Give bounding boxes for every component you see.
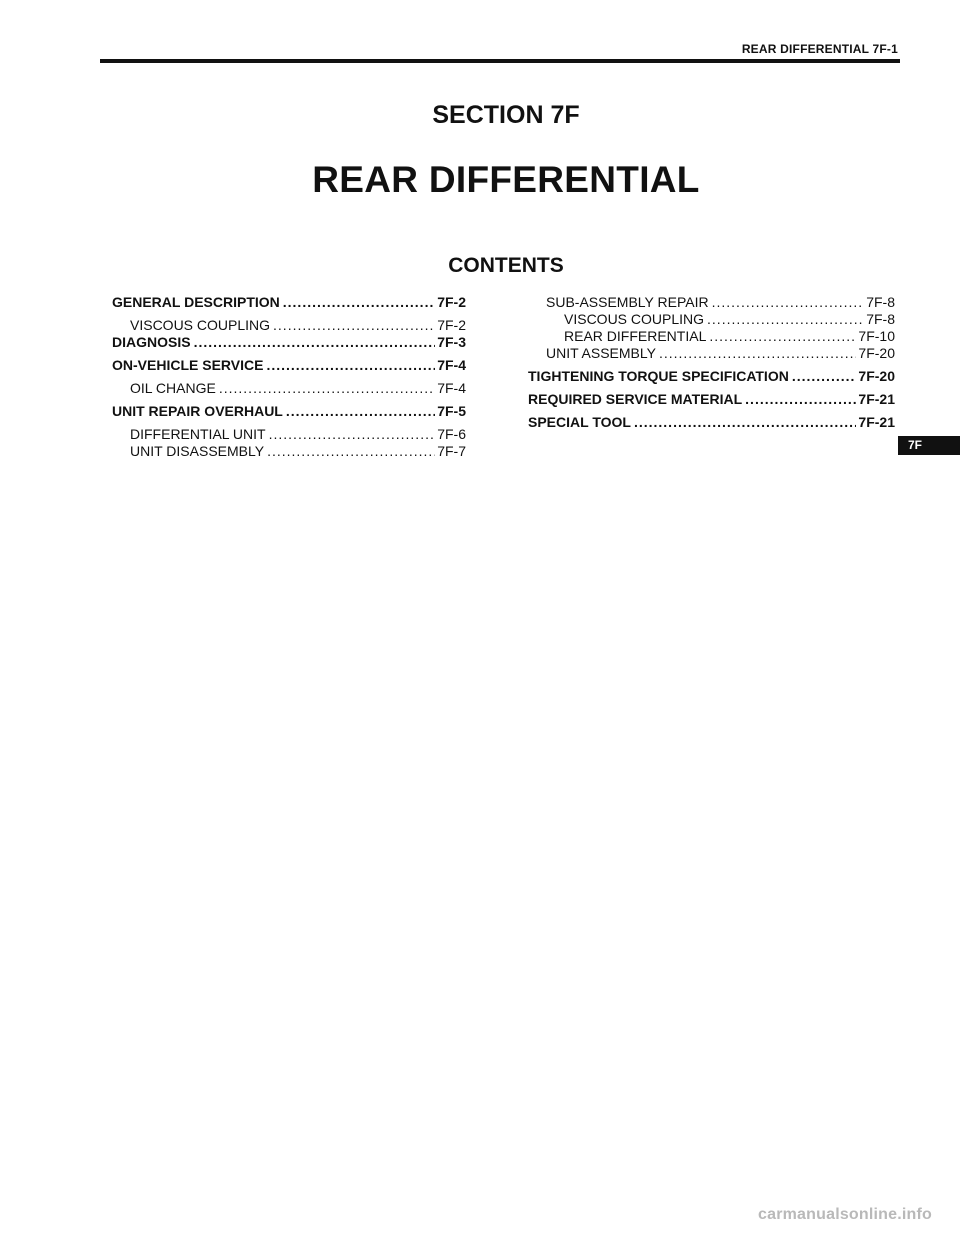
header-rule	[100, 59, 900, 63]
toc-entry[interactable]	[546, 294, 895, 311]
toc-entry[interactable]	[564, 311, 895, 328]
toc-leader-dots	[634, 414, 856, 431]
toc-leader-dots	[707, 311, 864, 328]
toc-leader-dots	[269, 426, 436, 443]
toc-entry[interactable]	[112, 334, 466, 351]
toc-entry[interactable]	[130, 380, 466, 397]
toc-entry-label: ON-VEHICLE SERVICE	[112, 357, 264, 373]
toc-entry[interactable]	[130, 317, 466, 334]
toc-entry-page: 7F-4	[437, 380, 466, 396]
toc-leader-dots	[286, 403, 435, 420]
toc-entry-label: REQUIRED SERVICE MATERIAL	[528, 391, 743, 407]
toc-entry-label: OIL CHANGE	[130, 380, 216, 396]
toc-entry[interactable]	[112, 403, 466, 420]
toc-entry-label: VISCOUS COUPLING	[564, 311, 705, 327]
toc-entry-label: VISCOUS COUPLING	[130, 317, 271, 333]
toc-leader-dots	[709, 328, 856, 345]
toc-leader-dots	[194, 334, 436, 351]
toc-entry-page: 7F-7	[437, 443, 466, 459]
toc-entry-page: 7F-8	[866, 294, 895, 310]
toc-entry-page: 7F-21	[858, 391, 895, 407]
toc-entry[interactable]	[130, 443, 466, 460]
toc-entry[interactable]	[546, 345, 895, 362]
toc-entry-label: TIGHTENING TORQUE SPECIFICATION	[528, 368, 789, 384]
section-label: SECTION 7F	[432, 101, 580, 129]
toc-entry-page: 7F-3	[437, 334, 466, 350]
watermark: carmanualsonline.info	[758, 1206, 933, 1223]
toc-entry-page: 7F-2	[437, 317, 466, 333]
toc-entry[interactable]	[130, 426, 466, 443]
toc-leader-dots	[267, 443, 435, 460]
toc-entry-page: 7F-6	[437, 426, 466, 442]
toc-entry-label: GENERAL DESCRIPTION	[112, 294, 280, 310]
toc-entry-page: 7F-4	[437, 357, 466, 373]
toc-entry-label: DIAGNOSIS	[112, 334, 191, 350]
toc-entry-label: UNIT DISASSEMBLY	[130, 443, 265, 459]
toc-leader-dots	[712, 294, 865, 311]
toc-entry[interactable]	[112, 294, 466, 311]
toc-entry-page: 7F-21	[858, 414, 895, 430]
toc-entry-page: 7F-5	[437, 403, 466, 419]
toc-entry-label: REAR DIFFERENTIAL	[564, 328, 707, 344]
toc-entry-page: 7F-8	[866, 311, 895, 327]
running-header: REAR DIFFERENTIAL 7F-1	[741, 42, 898, 56]
toc-entry-label: UNIT REPAIR OVERHAUL	[112, 403, 283, 419]
toc-leader-dots	[283, 294, 435, 311]
toc-leader-dots	[266, 357, 435, 374]
toc-leader-dots	[745, 391, 856, 408]
toc-entry-label: DIFFERENTIAL UNIT	[130, 426, 266, 442]
toc-leader-dots	[219, 380, 435, 397]
toc-entry-label: SUB-ASSEMBLY REPAIR	[546, 294, 709, 310]
toc-entry-page: 7F-20	[858, 368, 895, 384]
toc-entry[interactable]	[564, 328, 895, 345]
toc-leader-dots	[659, 345, 856, 362]
toc-leader-dots	[273, 317, 435, 334]
toc-entry-page: 7F-20	[858, 345, 895, 361]
page-title: REAR DIFFERENTIAL	[312, 159, 700, 200]
toc-entry-label: UNIT ASSEMBLY	[546, 345, 656, 361]
toc-entry-page: 7F-10	[858, 328, 895, 344]
toc-entry[interactable]	[528, 391, 895, 408]
toc-entry-page: 7F-2	[437, 294, 466, 310]
toc-entry[interactable]	[528, 368, 895, 385]
toc-entry-label: SPECIAL TOOL	[528, 414, 631, 430]
section-tab-marker: 7F	[898, 436, 960, 455]
contents-heading: CONTENTS	[448, 254, 564, 277]
toc-leader-dots	[792, 368, 857, 385]
toc-entry[interactable]	[528, 414, 895, 431]
toc-entry[interactable]	[112, 357, 466, 374]
